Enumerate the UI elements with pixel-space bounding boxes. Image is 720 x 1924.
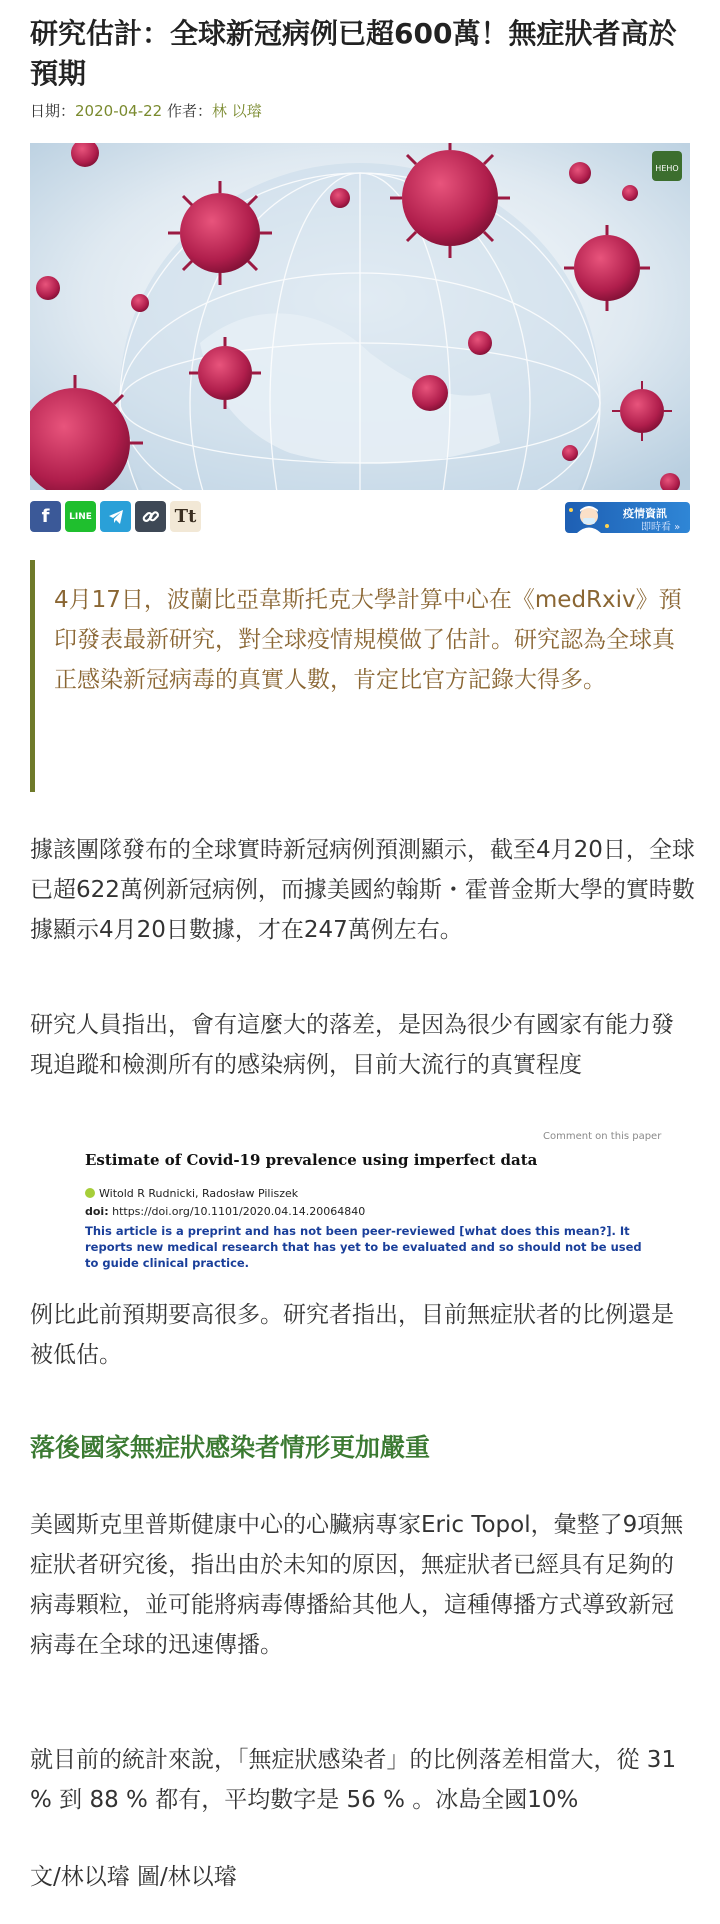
author-link[interactable]: 林 以璿 [211,102,262,120]
facebook-icon[interactable]: f [30,501,61,532]
preprint-authors [85,1187,298,1200]
chain-icon [141,507,161,527]
doi-label: doi: [85,1205,109,1218]
svg-text:HEHO: HEHO [655,164,679,173]
nurse-mascot-icon [565,502,615,533]
text-size-icon[interactable] [170,501,201,532]
date-label: 日期： [30,102,76,120]
doi-value[interactable]: https://doi.org/10.1101/2020.04.14.20064840 [108,1205,366,1218]
orcid-icon [85,1188,95,1198]
telegram-icon[interactable] [100,501,131,532]
paragraph-3: 例比此前預期要高很多。研究者指出，目前無症狀者的比例還是被低估。 [30,1302,674,1368]
section-heading: 落後國家無症狀感染者情形更加嚴重 [30,1433,431,1462]
virus-globe-illustration [30,143,690,490]
telegram-plane-icon [107,508,125,526]
paragraph-5: 就目前的統計來說，「無症狀感染者」的比例落差相當大，從 31 % 到 88 % 都有，平均數字是 56 % 。冰島全國10% [30,1747,677,1813]
preprint-screenshot [30,1115,690,1285]
epidemic-info-banner[interactable] [565,502,690,533]
paragraph-1: 據該團隊發布的全球實時新冠病例預測顯示，截至4月20日，全球已超622萬例新冠病例，而據美國約翰斯・霍普金斯大學的實時數據顯示4月20日數據，才在247萬例左右。 [30,837,695,943]
article-title: 研究估計：全球新冠病例已超600萬！無症狀者高於預期 [30,17,677,90]
preprint-notice: This article is a preprint and has not been peer-reviewed [what does this mean?]. It reports new medical research that has yet to be evaluated and so should not be used to guide clinical practice. [85,1224,642,1270]
preprint-doi [85,1205,365,1218]
comment-link[interactable]: Comment on this paper [543,1131,662,1142]
text-size-label: Tt [174,506,197,527]
author-label: 作者： [162,102,212,120]
quote-text: 4月17日，波蘭比亞韋斯托克大學計算中心在《medRxiv》預印發表最新研究，對全球疫情規模做了估計。研究認為全球真正感染新冠病毒的真實人數，肯定比官方記錄大得多。 [54,587,682,693]
preprint-title: Estimate of Covid-19 prevalence using imperfect data [85,1151,538,1169]
authors-text: Witold R Rudnicki, Radosław Piliszek [99,1187,299,1200]
byline: 文/林以璿 圖/林以璿 [30,1864,237,1890]
publish-date: 2020-04-22 [75,102,163,120]
heho-logo-badge [652,151,682,181]
article-meta [30,100,262,121]
lead-quote [30,560,690,792]
link-icon[interactable] [135,501,166,532]
share-toolbar [30,501,201,533]
line-label: LINE [69,511,92,522]
banner-subtitle: 即時看 » [641,522,681,533]
paragraph-4: 美國斯克里普斯健康中心的心臟病專家Eric Topol，彙整了9項無症狀者研究後，指出由於未知的原因，無症狀者已經具有足夠的病毒顆粒，並可能將病毒傳播給其他人，這種傳播方式導致新冠病毒在全球的迅速傳播。 [30,1512,684,1658]
line-icon[interactable] [65,501,96,532]
banner-title: 疫情資訊 [623,507,667,520]
hero-image [30,143,690,490]
paragraph-2: 研究人員指出，會有這麼大的落差，是因為很少有國家有能力發現追蹤和檢測所有的感染病例，目前大流行的真實程度 [30,1012,674,1078]
